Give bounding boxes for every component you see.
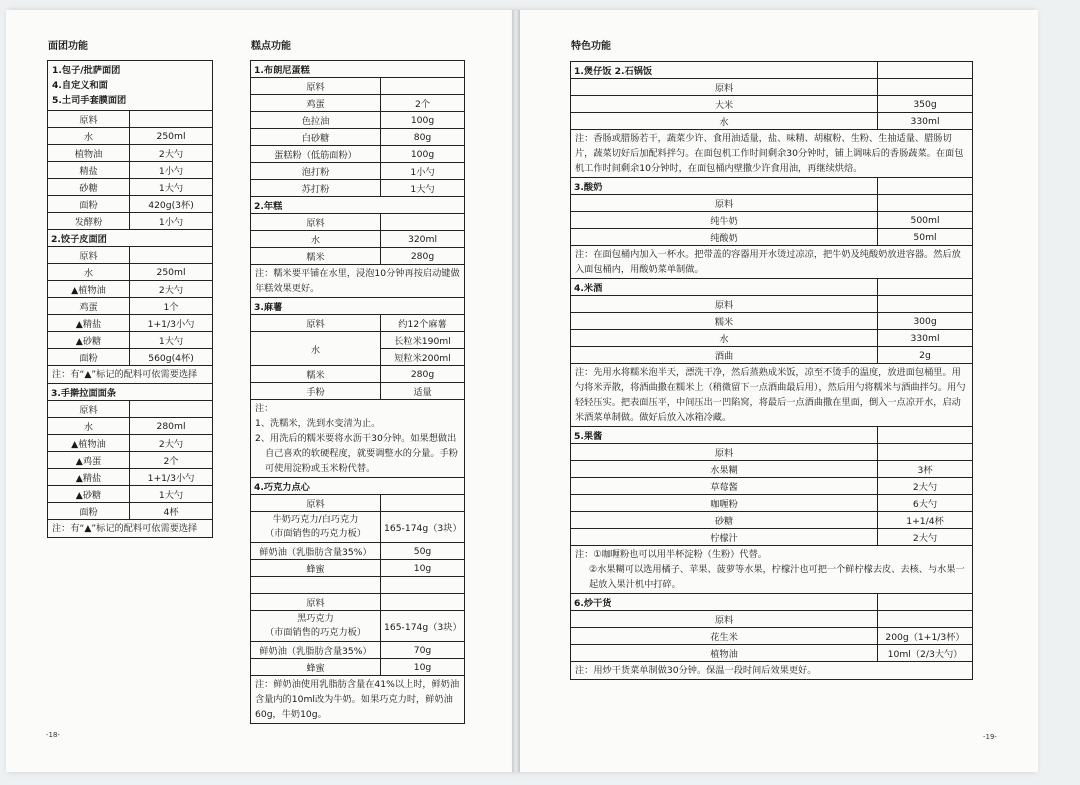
mashu-cell: 适量 bbox=[381, 383, 465, 400]
ingredient-amount: 2大勺 bbox=[130, 435, 213, 452]
ingredient-amount: 300g bbox=[878, 313, 973, 330]
ingredient-row bbox=[571, 313, 973, 330]
ingredient-name: 原料 bbox=[571, 195, 878, 212]
mashu-cell: 原料 bbox=[251, 315, 381, 332]
nuts-rows bbox=[571, 611, 973, 662]
ingredient-name: 水 bbox=[571, 113, 878, 130]
ingredient-amount: 80g bbox=[381, 129, 465, 146]
ingredient-name: 蜂蜜 bbox=[251, 659, 381, 676]
ingredient-row bbox=[48, 315, 213, 332]
ingredient-amount: 200g（1+1/3杯） bbox=[878, 628, 973, 645]
ingredient-name: 鲜奶油（乳脂肪含量35%） bbox=[251, 543, 381, 560]
ingredient-name: 原料 bbox=[251, 78, 381, 95]
ingredient-row bbox=[251, 659, 465, 676]
ingredient-name: 精盐 bbox=[48, 162, 130, 179]
ingredient-row bbox=[571, 79, 973, 96]
dough-group3-title: 3.手擀拉面面条 bbox=[48, 384, 213, 401]
niangao-rows bbox=[251, 214, 465, 265]
ingredient-row bbox=[48, 469, 213, 486]
ingredient-amount: 2大勺 bbox=[878, 478, 973, 495]
ingredient-row bbox=[251, 231, 465, 248]
choco-header: 原料 bbox=[251, 495, 381, 512]
ingredient-row bbox=[48, 111, 213, 128]
ingredient-row bbox=[251, 129, 465, 146]
choco-item-row bbox=[251, 512, 465, 543]
nuts-note: 注：用炒干货菜单制做30分钟。保温一段时间后效果更好。 bbox=[571, 662, 973, 680]
ingredient-amount: 10ml（2/3大勺） bbox=[878, 645, 973, 662]
ingredient-name: 鸡蛋 bbox=[251, 95, 381, 112]
ingredient-row bbox=[251, 214, 465, 231]
choco-item-label: 黑巧克力 （市面销售的巧克力板） bbox=[251, 611, 381, 642]
ingredient-amount bbox=[130, 247, 213, 264]
ingredient-row bbox=[48, 196, 213, 213]
ingredient-amount: 1小勺 bbox=[381, 163, 465, 180]
niangao-title: 2.年糕 bbox=[251, 197, 465, 214]
ingredient-name: 水 bbox=[571, 330, 878, 347]
choco-item-row bbox=[251, 611, 465, 642]
special-table bbox=[570, 61, 973, 680]
page-number-right: -19- bbox=[983, 733, 997, 741]
ingredient-name: 原料 bbox=[251, 214, 381, 231]
ingredient-name: 原料 bbox=[48, 401, 130, 418]
ingredient-row bbox=[571, 113, 973, 130]
ingredient-row bbox=[48, 128, 213, 145]
ingredient-row bbox=[571, 96, 973, 113]
ingredient-amount: 1大勺 bbox=[130, 486, 213, 503]
ingredient-amount: 4杯 bbox=[130, 503, 213, 520]
ingredient-name: 色拉油 bbox=[251, 112, 381, 129]
dough-group2-rows bbox=[48, 247, 213, 366]
ingredient-name: 原料 bbox=[48, 247, 130, 264]
ingredient-row bbox=[251, 560, 465, 577]
ingredient-row bbox=[48, 332, 213, 349]
ingredient-amount: 1+1/4杯 bbox=[878, 512, 973, 529]
yogurt-title: 3.酸奶 bbox=[571, 178, 878, 195]
ingredient-name: 糯米 bbox=[251, 248, 381, 265]
ingredient-name: ▲砂糖 bbox=[48, 332, 130, 349]
ingredient-amount: 420g(3杯) bbox=[130, 196, 213, 213]
ingredient-name: 水果糊 bbox=[571, 461, 878, 478]
choco-part1-rows bbox=[251, 543, 465, 577]
ingredient-row bbox=[48, 401, 213, 418]
ingredient-row bbox=[48, 452, 213, 469]
ingredient-row bbox=[251, 112, 465, 129]
ingredient-name: ▲精盐 bbox=[48, 469, 130, 486]
ingredient-row bbox=[251, 642, 465, 659]
ingredient-amount bbox=[878, 296, 973, 313]
dough-group2-title: 2.饺子皮面团 bbox=[48, 230, 213, 247]
brownie-title: 1.布朗尼蛋糕 bbox=[251, 61, 465, 78]
ingredient-row bbox=[48, 247, 213, 264]
ingredient-row bbox=[571, 195, 973, 212]
ingredient-row bbox=[571, 444, 973, 461]
ingredient-amount bbox=[381, 214, 465, 231]
ingredient-name: ▲精盐 bbox=[48, 315, 130, 332]
choco-item-value: 165-174g（3块） bbox=[381, 611, 465, 642]
special-section-title: 特色功能 bbox=[571, 41, 611, 52]
niangao-note: 注：糯米要平铺在水里，浸泡10分钟再按启动键做年糕效果更好。 bbox=[251, 265, 465, 298]
ingredient-amount: 50g bbox=[381, 543, 465, 560]
ingredient-row bbox=[571, 478, 973, 495]
dough-group2-note: 注：有“▲”标记的配料可依需要选择 bbox=[48, 366, 213, 384]
mijiu-title: 4.米酒 bbox=[571, 279, 878, 296]
ingredient-row bbox=[48, 264, 213, 281]
mashu-cell: 短粒米200ml bbox=[381, 349, 465, 366]
ingredient-name: 泡打粉 bbox=[251, 163, 381, 180]
choco-header: 原料 bbox=[251, 594, 381, 611]
ingredient-amount: 250ml bbox=[130, 128, 213, 145]
ingredient-name: 水 bbox=[48, 418, 130, 435]
ingredient-amount: 10g bbox=[381, 560, 465, 577]
mijiu-note: 注：先用水将糯米泡半天，漂洗干净，然后蒸熟成米饭，凉至不烫手的温度，放进面包桶里。用勺将米弄散，将酒曲撒在糯米上（稍微留下一点酒曲最后用），然后用勺将糯米与酒曲拌匀。用勺轻轻压实。把表面压平，中间压出一凹陷窝，将最后一点酒曲撒在里面，倒入一点凉开水，启动米酒菜单制做。做好后放入冰箱冷藏。 bbox=[571, 364, 973, 427]
ingredient-name: 草莓酱 bbox=[571, 478, 878, 495]
page-gutter bbox=[512, 10, 520, 772]
dough-table bbox=[47, 60, 213, 538]
rice-note: 注：香肠或腊肠若干，蔬菜少许、食用油适量，盐、味精、胡椒粉、生粉、生抽适量、腊肠切片，蔬菜切好后加配料拌匀。在面包机工作时间剩余30分钟时，铺上调味后的香肠蔬菜。在面包机工作时间剩余10分钟时，在面包桶内壁撒少许食用油，再继续烘焙。 bbox=[571, 130, 973, 178]
ingredient-row bbox=[48, 298, 213, 315]
mashu-row bbox=[251, 332, 465, 349]
ingredient-row bbox=[571, 611, 973, 628]
rice-rows bbox=[571, 79, 973, 130]
ingredient-name: 水 bbox=[251, 231, 381, 248]
ingredient-name: 苏打粉 bbox=[251, 180, 381, 197]
ingredient-amount bbox=[878, 444, 973, 461]
ingredient-row bbox=[48, 503, 213, 520]
ingredient-row bbox=[48, 435, 213, 452]
brownie-rows bbox=[251, 78, 465, 197]
jam-rows bbox=[571, 444, 973, 546]
ingredient-name: 发酵粉 bbox=[48, 213, 130, 230]
ingredient-row bbox=[251, 163, 465, 180]
ingredient-amount: 2大勺 bbox=[878, 529, 973, 546]
ingredient-row bbox=[571, 529, 973, 546]
ingredient-row bbox=[48, 145, 213, 162]
ingredient-name: ▲鸡蛋 bbox=[48, 452, 130, 469]
ingredient-row bbox=[48, 162, 213, 179]
ingredient-name: 大米 bbox=[571, 96, 878, 113]
mashu-water-label: 水 bbox=[251, 332, 381, 366]
choco-item-label: 牛奶巧克力/白巧克力 （市面销售的巧克力板） bbox=[251, 512, 381, 543]
dough-group1-rows bbox=[48, 111, 213, 230]
mashu-cell: 约12个麻薯 bbox=[381, 315, 465, 332]
ingredient-amount: 320ml bbox=[381, 231, 465, 248]
page-number-left: -18- bbox=[46, 731, 60, 739]
ingredient-row bbox=[48, 349, 213, 366]
ingredient-row bbox=[48, 418, 213, 435]
ingredient-row bbox=[251, 180, 465, 197]
mashu-cell: 280g bbox=[381, 366, 465, 383]
ingredient-name: 水 bbox=[48, 128, 130, 145]
mashu-cell: 糯米 bbox=[251, 366, 381, 383]
ingredient-amount: 330ml bbox=[878, 113, 973, 130]
ingredient-amount: 350g bbox=[878, 96, 973, 113]
ingredient-row bbox=[571, 512, 973, 529]
ingredient-row bbox=[571, 347, 973, 364]
ingredient-row bbox=[48, 179, 213, 196]
ingredient-name: 原料 bbox=[571, 444, 878, 461]
ingredient-amount bbox=[878, 195, 973, 212]
mashu-title: 3.麻薯 bbox=[251, 298, 465, 315]
ingredient-row bbox=[251, 146, 465, 163]
ingredient-row bbox=[571, 296, 973, 313]
ingredient-amount: 1+1/3小勺 bbox=[130, 315, 213, 332]
ingredient-name: 面粉 bbox=[48, 196, 130, 213]
rice-title: 1.煲仔饭 2.石锅饭 bbox=[571, 62, 878, 79]
ingredient-amount: 560g(4杯) bbox=[130, 349, 213, 366]
ingredient-name: 鲜奶油（乳脂肪含量35%） bbox=[251, 642, 381, 659]
ingredient-row bbox=[251, 95, 465, 112]
ingredient-row bbox=[571, 229, 973, 246]
ingredient-name: 原料 bbox=[571, 79, 878, 96]
dough-group3-note: 注：有“▲”标记的配料可依需要选择 bbox=[48, 520, 213, 538]
ingredient-name: ▲植物油 bbox=[48, 435, 130, 452]
dough-section-title: 面团功能 bbox=[48, 41, 88, 52]
ingredient-name: 植物油 bbox=[48, 145, 130, 162]
jam-note: 注：①咖喱粉也可以用半杯淀粉（生粉）代替。 ②水果糊可以选用橘子、苹果、菠萝等水果，柠檬汁也可把一个鲜柠檬去皮、去核、与水果一起放入果汁机中打碎。 bbox=[571, 546, 973, 594]
dough-group1-title: 1.包子/批萨面团 4.自定义和面 5.土司手套膜面团 bbox=[48, 61, 213, 111]
ingredient-amount: 1大勺 bbox=[130, 179, 213, 196]
ingredient-row bbox=[571, 628, 973, 645]
ingredient-name: 植物油 bbox=[571, 645, 878, 662]
ingredient-name: 白砂糖 bbox=[251, 129, 381, 146]
ingredient-name: 蜂蜜 bbox=[251, 560, 381, 577]
ingredient-amount: 100g bbox=[381, 146, 465, 163]
ingredient-amount: 330ml bbox=[878, 330, 973, 347]
choco-part2-rows bbox=[251, 642, 465, 676]
ingredient-name: 面粉 bbox=[48, 503, 130, 520]
ingredient-amount: 1小勺 bbox=[130, 162, 213, 179]
ingredient-name: 原料 bbox=[48, 111, 130, 128]
ingredient-name: 砂糖 bbox=[571, 512, 878, 529]
pastry-table-column bbox=[250, 60, 465, 724]
pastry-section-title: 糕点功能 bbox=[251, 41, 291, 52]
jam-title: 5.果酱 bbox=[571, 427, 878, 444]
ingredient-row bbox=[571, 461, 973, 478]
ingredient-amount: 2g bbox=[878, 347, 973, 364]
ingredient-amount: 280ml bbox=[130, 418, 213, 435]
mashu-row bbox=[251, 366, 465, 383]
ingredient-amount: 1+1/3小勺 bbox=[130, 469, 213, 486]
ingredient-name: 原料 bbox=[571, 296, 878, 313]
ingredient-name: 糯米 bbox=[571, 313, 878, 330]
ingredient-name: 面粉 bbox=[48, 349, 130, 366]
ingredient-amount: 280g bbox=[381, 248, 465, 265]
ingredient-name: 水 bbox=[48, 264, 130, 281]
ingredient-amount: 6大勺 bbox=[878, 495, 973, 512]
ingredient-amount bbox=[130, 111, 213, 128]
ingredient-amount bbox=[130, 401, 213, 418]
choco-item-value: 165-174g（3块） bbox=[381, 512, 465, 543]
ingredient-amount: 2个 bbox=[130, 452, 213, 469]
ingredient-name: 纯牛奶 bbox=[571, 212, 878, 229]
ingredient-row bbox=[251, 248, 465, 265]
ingredient-amount: 500ml bbox=[878, 212, 973, 229]
mashu-note: 注： 1、洗糯米，洗到水变清为止。 2、用洗后的糯米要将水沥干30分钟。如果想做出自己喜欢的软硬程度，就要调整水的分量。手粉可使用淀粉或玉米粉代替。 bbox=[251, 400, 465, 478]
ingredient-amount: 3杯 bbox=[878, 461, 973, 478]
ingredient-name: ▲砂糖 bbox=[48, 486, 130, 503]
ingredient-name: ▲植物油 bbox=[48, 281, 130, 298]
dough-table-column bbox=[47, 60, 213, 538]
special-table-column bbox=[570, 61, 973, 680]
ingredient-name: 鸡蛋 bbox=[48, 298, 130, 315]
ingredient-amount: 2个 bbox=[381, 95, 465, 112]
ingredient-row bbox=[251, 543, 465, 560]
ingredient-row bbox=[48, 486, 213, 503]
ingredient-amount: 1小勺 bbox=[130, 213, 213, 230]
ingredient-amount bbox=[878, 611, 973, 628]
ingredient-row bbox=[571, 495, 973, 512]
mashu-row bbox=[251, 383, 465, 400]
ingredient-name: 花生米 bbox=[571, 628, 878, 645]
ingredient-row bbox=[571, 212, 973, 229]
ingredient-amount bbox=[878, 79, 973, 96]
ingredient-amount: 1个 bbox=[130, 298, 213, 315]
mashu-row bbox=[251, 315, 465, 332]
ingredient-row bbox=[48, 281, 213, 298]
ingredient-amount: 50ml bbox=[878, 229, 973, 246]
ingredient-name: 蛋糕粉（低筋面粉） bbox=[251, 146, 381, 163]
dough-group3-rows bbox=[48, 401, 213, 520]
ingredient-name: 咖喱粉 bbox=[571, 495, 878, 512]
mashu-cell: 长粒米190ml bbox=[381, 332, 465, 349]
ingredient-row bbox=[571, 330, 973, 347]
ingredient-name: 纯酸奶 bbox=[571, 229, 878, 246]
nuts-title: 6.炒干货 bbox=[571, 594, 878, 611]
ingredient-name: 原料 bbox=[571, 611, 878, 628]
choco-note: 注：鲜奶油使用乳脂肪含量在41%以上时，鲜奶油含量内的10ml改为牛奶。如果巧克力时，鲜奶油60g，牛奶10g。 bbox=[251, 676, 465, 724]
ingredient-amount: 1大勺 bbox=[130, 332, 213, 349]
ingredient-amount: 2大勺 bbox=[130, 281, 213, 298]
ingredient-amount: 10g bbox=[381, 659, 465, 676]
choco-title: 4.巧克力点心 bbox=[251, 478, 465, 495]
mashu-cell: 手粉 bbox=[251, 383, 381, 400]
ingredient-name: 酒曲 bbox=[571, 347, 878, 364]
ingredient-amount: 1大勺 bbox=[381, 180, 465, 197]
ingredient-name: 柠檬汁 bbox=[571, 529, 878, 546]
ingredient-row bbox=[48, 213, 213, 230]
mijiu-rows bbox=[571, 296, 973, 364]
ingredient-row bbox=[251, 78, 465, 95]
ingredient-amount: 250ml bbox=[130, 264, 213, 281]
ingredient-amount: 70g bbox=[381, 642, 465, 659]
yogurt-note: 注：在面包桶内加入一杯水。把带盖的容器用开水烫过凉凉，把牛奶及纯酸奶放进容器。然后放入面包桶内，用酸奶菜单制做。 bbox=[571, 246, 973, 279]
ingredient-row bbox=[571, 645, 973, 662]
ingredient-amount: 2大勺 bbox=[130, 145, 213, 162]
ingredient-name: 砂糖 bbox=[48, 179, 130, 196]
ingredient-amount: 100g bbox=[381, 112, 465, 129]
yogurt-rows bbox=[571, 195, 973, 246]
ingredient-amount bbox=[381, 78, 465, 95]
pastry-table bbox=[250, 60, 465, 724]
